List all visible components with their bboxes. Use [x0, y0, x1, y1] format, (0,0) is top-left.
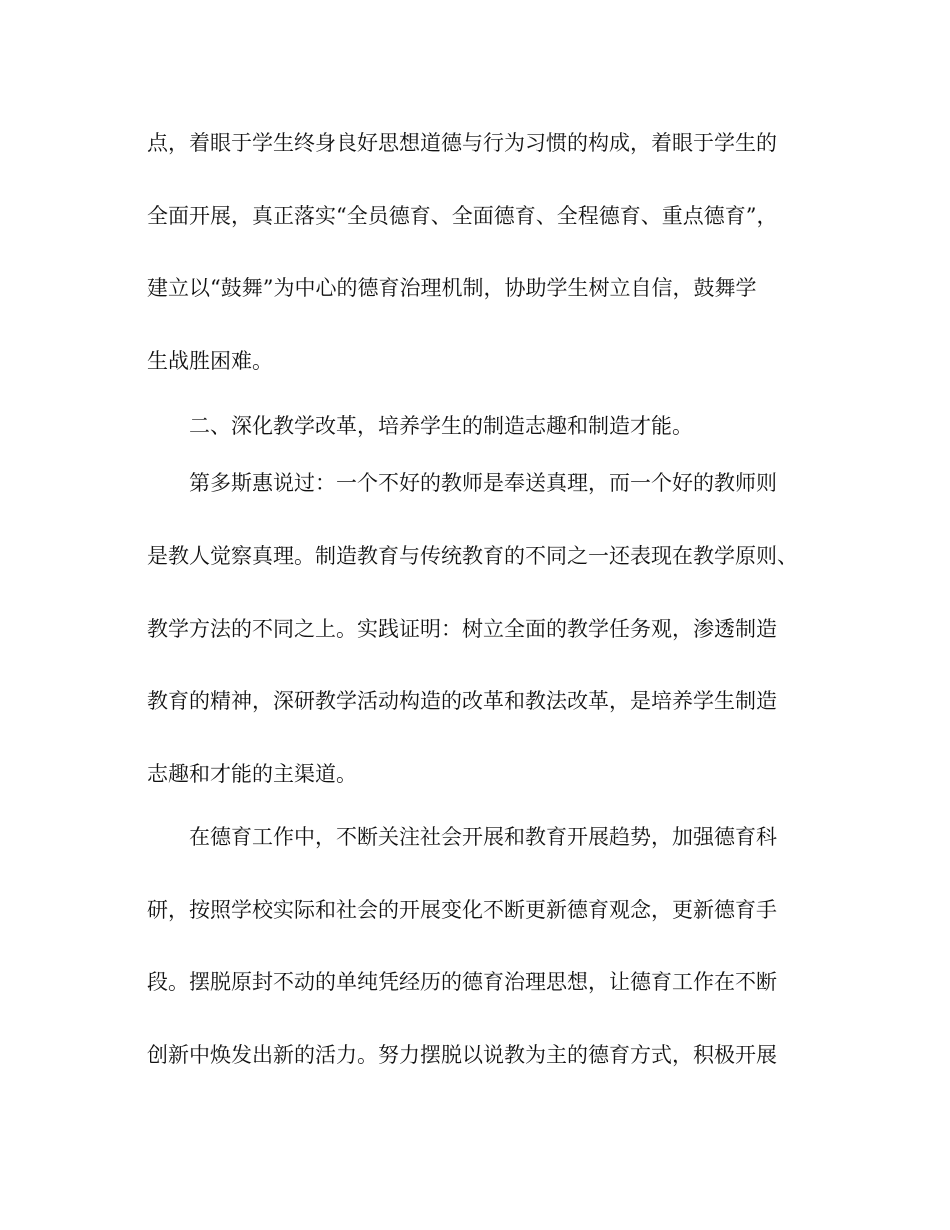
- paragraph-line: 研，按照学校实际和社会的开展变化不断更新德育观念，更新德育手: [147, 898, 777, 922]
- paragraph-line: 全面开展，真正落实“全员德育、全面德育、全程德育、重点德育”，: [147, 204, 778, 228]
- paragraph-line: 生战胜困难。: [147, 349, 273, 373]
- paragraph-line: 点，着眼于学生终身良好思想道德与行为习惯的构成，着眼于学生的: [147, 131, 777, 155]
- paragraph-line: 建立以“鼓舞”为中心的德育治理机制，协助学生树立自信，鼓舞学: [147, 276, 757, 300]
- paragraph-line: 志趣和才能的主渠道。: [147, 762, 357, 786]
- paragraph-line: 教学方法的不同之上。实践证明：树立全面的教学任务观，渗透制造: [147, 617, 777, 641]
- section-heading: 二、深化教学改革，培养学生的制造志趣和制造才能。: [189, 414, 693, 438]
- paragraph-line: 在德育工作中，不断关注社会开展和教育开展趋势，加强德育科: [189, 825, 777, 849]
- paragraph-line: 教育的精神，深研教学活动构造的改革和教法改革，是培养学生制造: [147, 689, 777, 713]
- paragraph-line: 第多斯惠说过：一个不好的教师是奉送真理，而一个好的教师则: [189, 471, 777, 495]
- paragraph-line: 是教人觉察真理。制造教育与传统教育的不同之一还表现在教学原则、: [147, 544, 798, 568]
- paragraph-line: 段。摆脱原封不动的单纯凭经历的德育治理思想，让德育工作在不断: [147, 970, 777, 994]
- paragraph-line: 创新中焕发出新的活力。努力摆脱以说教为主的德育方式，积极开展: [147, 1043, 777, 1067]
